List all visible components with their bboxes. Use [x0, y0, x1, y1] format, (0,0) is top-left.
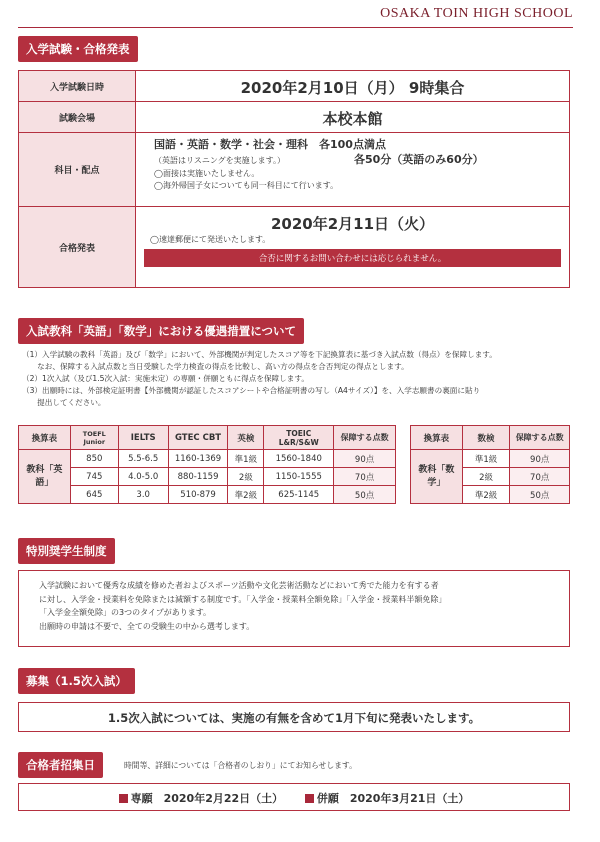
eng-h-toefl: TOEFL Junior	[70, 426, 118, 450]
exam-venue-row	[19, 102, 569, 133]
section-title-recruitment: 募集（1.5次入試）	[18, 668, 135, 694]
result-row	[19, 207, 569, 287]
school-name: OSAKA TOIN HIGH SCHOOL	[380, 6, 573, 21]
senkan-date: 専願 2020年2月22日（土）	[130, 792, 284, 805]
result-value-cell	[136, 207, 569, 287]
recruitment-text: 1.5次入試については、実施の有無を含めて1月下旬に発表いたします。	[107, 711, 481, 725]
table-row	[19, 486, 396, 504]
section-title-exam: 入学試験・合格発表	[18, 36, 138, 62]
square-bullet-icon	[119, 794, 128, 803]
table-cell: 880-1159	[168, 468, 228, 486]
returnee-note: ◯海外帰国子女についても同一科目にて行います。	[154, 181, 339, 190]
section-title-preferential: 入試教科「英語」「数学」における優遇措置について	[18, 318, 304, 344]
subjects-row	[19, 133, 569, 207]
scholarship-box	[18, 570, 570, 647]
table-cell: 1560-1840	[264, 450, 334, 468]
math-h-conv: 換算表	[411, 426, 463, 450]
table-cell: 625-1145	[264, 486, 334, 504]
points-cell: 90点	[334, 450, 396, 468]
math-h-points: 保障する点数	[510, 426, 570, 450]
header-rule	[18, 27, 573, 28]
eng-h-toeic: TOEIC L&R/S&W	[264, 426, 334, 450]
section-title-assembly: 合格者招集日	[18, 752, 103, 778]
result-date: 2020年2月11日（火）	[270, 215, 435, 233]
points-cell: 70点	[334, 468, 396, 486]
preferential-item-1b: なお、保障する入試点数と当日受験した学力検査の得点を比較し、高い方の得点を合否判定の得点とします。	[22, 362, 409, 371]
interview-note: ◯面接は実施いたしません。	[154, 169, 260, 178]
math-subject-cell: 教科「数学」	[411, 450, 463, 504]
eng-h-gtec: GTEC CBT	[168, 426, 228, 450]
points-cell: 50点	[334, 486, 396, 504]
table-cell: 2級	[462, 468, 510, 486]
table-cell: 準1級	[462, 450, 510, 468]
table-row	[411, 450, 570, 468]
preferential-list	[22, 349, 562, 409]
preferential-item-1: （1）入学試験の教科「英語」及び「数学」において、外部機関が判定したスコア等を下記換算表に基づき入試点数（得点）を保障します。	[22, 350, 497, 359]
exam-venue-label: 試験会場	[19, 102, 136, 132]
eng-subject-cell: 教科「英語」	[19, 450, 71, 504]
english-conversion-table	[18, 425, 396, 504]
table-cell: 510-879	[168, 486, 228, 504]
subjects-label: 科目・配点	[19, 133, 136, 206]
subjects-value	[136, 133, 569, 206]
duration-note: 各50分（英語のみ60分）	[354, 153, 484, 166]
points-cell: 70点	[510, 468, 570, 486]
subjects-line1: 国語・英語・数学・社会・理科 各100点満点	[154, 138, 386, 151]
table-row	[19, 468, 396, 486]
square-bullet-icon	[305, 794, 314, 803]
points-cell: 50点	[510, 486, 570, 504]
table-row	[19, 450, 396, 468]
exam-date-value: 2020年2月10日（月） 9時集合	[240, 79, 465, 97]
eng-h-ielts: IELTS	[118, 426, 168, 450]
points-cell: 90点	[510, 450, 570, 468]
scholarship-line-2: に対し、入学金・授業料を免除または減額する制度です。「入学金・授業料全額免除」「入学金・授業料半額免除」	[39, 594, 447, 604]
scholarship-line-1: 入学試験において優秀な成績を修めた者およびスポーツ活動や文化芸術活動などにおいて秀でた能力を有する者	[39, 581, 439, 590]
table-cell: 準2級	[228, 486, 264, 504]
preferential-item-3b: 提出してください。	[22, 398, 106, 407]
inquiry-notice-bar: 合否に関するお問い合わせには応じられません。	[144, 249, 561, 267]
assembly-box	[18, 783, 570, 811]
table-cell: 745	[70, 468, 118, 486]
table-cell: 2級	[228, 468, 264, 486]
section-title-scholarship: 特別奨学生制度	[18, 538, 115, 564]
table-cell: 645	[70, 486, 118, 504]
eng-h-conv: 換算表	[19, 426, 71, 450]
exam-date-label: 入学試験日時	[19, 71, 136, 101]
preferential-item-3: （3）出願時には、外部検定証明書【外部機関が認証したスコアシートや合格証明書の写し（A4サイズ）】を、入学志願書の裏面に貼り	[22, 386, 481, 395]
eng-h-points: 保障する点数	[334, 426, 396, 450]
recruitment-box	[18, 702, 570, 732]
math-table-header	[411, 426, 570, 450]
table-cell: 1160-1369	[168, 450, 228, 468]
table-cell: 準2級	[462, 486, 510, 504]
math-h-suken: 数検	[462, 426, 510, 450]
table-cell: 3.0	[118, 486, 168, 504]
mail-note: ◯速達郵便にて発送いたします。	[150, 235, 271, 244]
table-cell: 5.5-6.5	[118, 450, 168, 468]
exam-date-row	[19, 71, 569, 102]
table-cell: 850	[70, 450, 118, 468]
result-label: 合格発表	[19, 207, 136, 287]
exam-info-table	[18, 70, 570, 288]
table-cell: 準1級	[228, 450, 264, 468]
eng-h-eiken: 英検	[228, 426, 264, 450]
math-conversion-table	[410, 425, 570, 504]
assembly-note: 時間等、詳細については「合格者のしおり」にてお知らせします。	[124, 761, 357, 770]
table-cell: 1150-1555	[264, 468, 334, 486]
english-table-header	[19, 426, 396, 450]
scholarship-line-4: 出願時の申請は不要で、全ての受験生の中から選考します。	[39, 621, 255, 631]
exam-venue-value: 本校本館	[322, 110, 383, 128]
heigan-date: 併願 2020年3月21日（土）	[316, 792, 470, 805]
preferential-item-2: （2）1次入試（及び1.5次入試：実施未定）の専願・併願ともに得点を保障します。	[22, 374, 309, 383]
table-cell: 4.0-5.0	[118, 468, 168, 486]
subjects-line2	[154, 152, 559, 168]
listening-note: （英語はリスニングを実施します。）	[154, 156, 286, 165]
scholarship-line-3: 「入学金全額免除」の3つのタイプがあります。	[39, 608, 212, 617]
